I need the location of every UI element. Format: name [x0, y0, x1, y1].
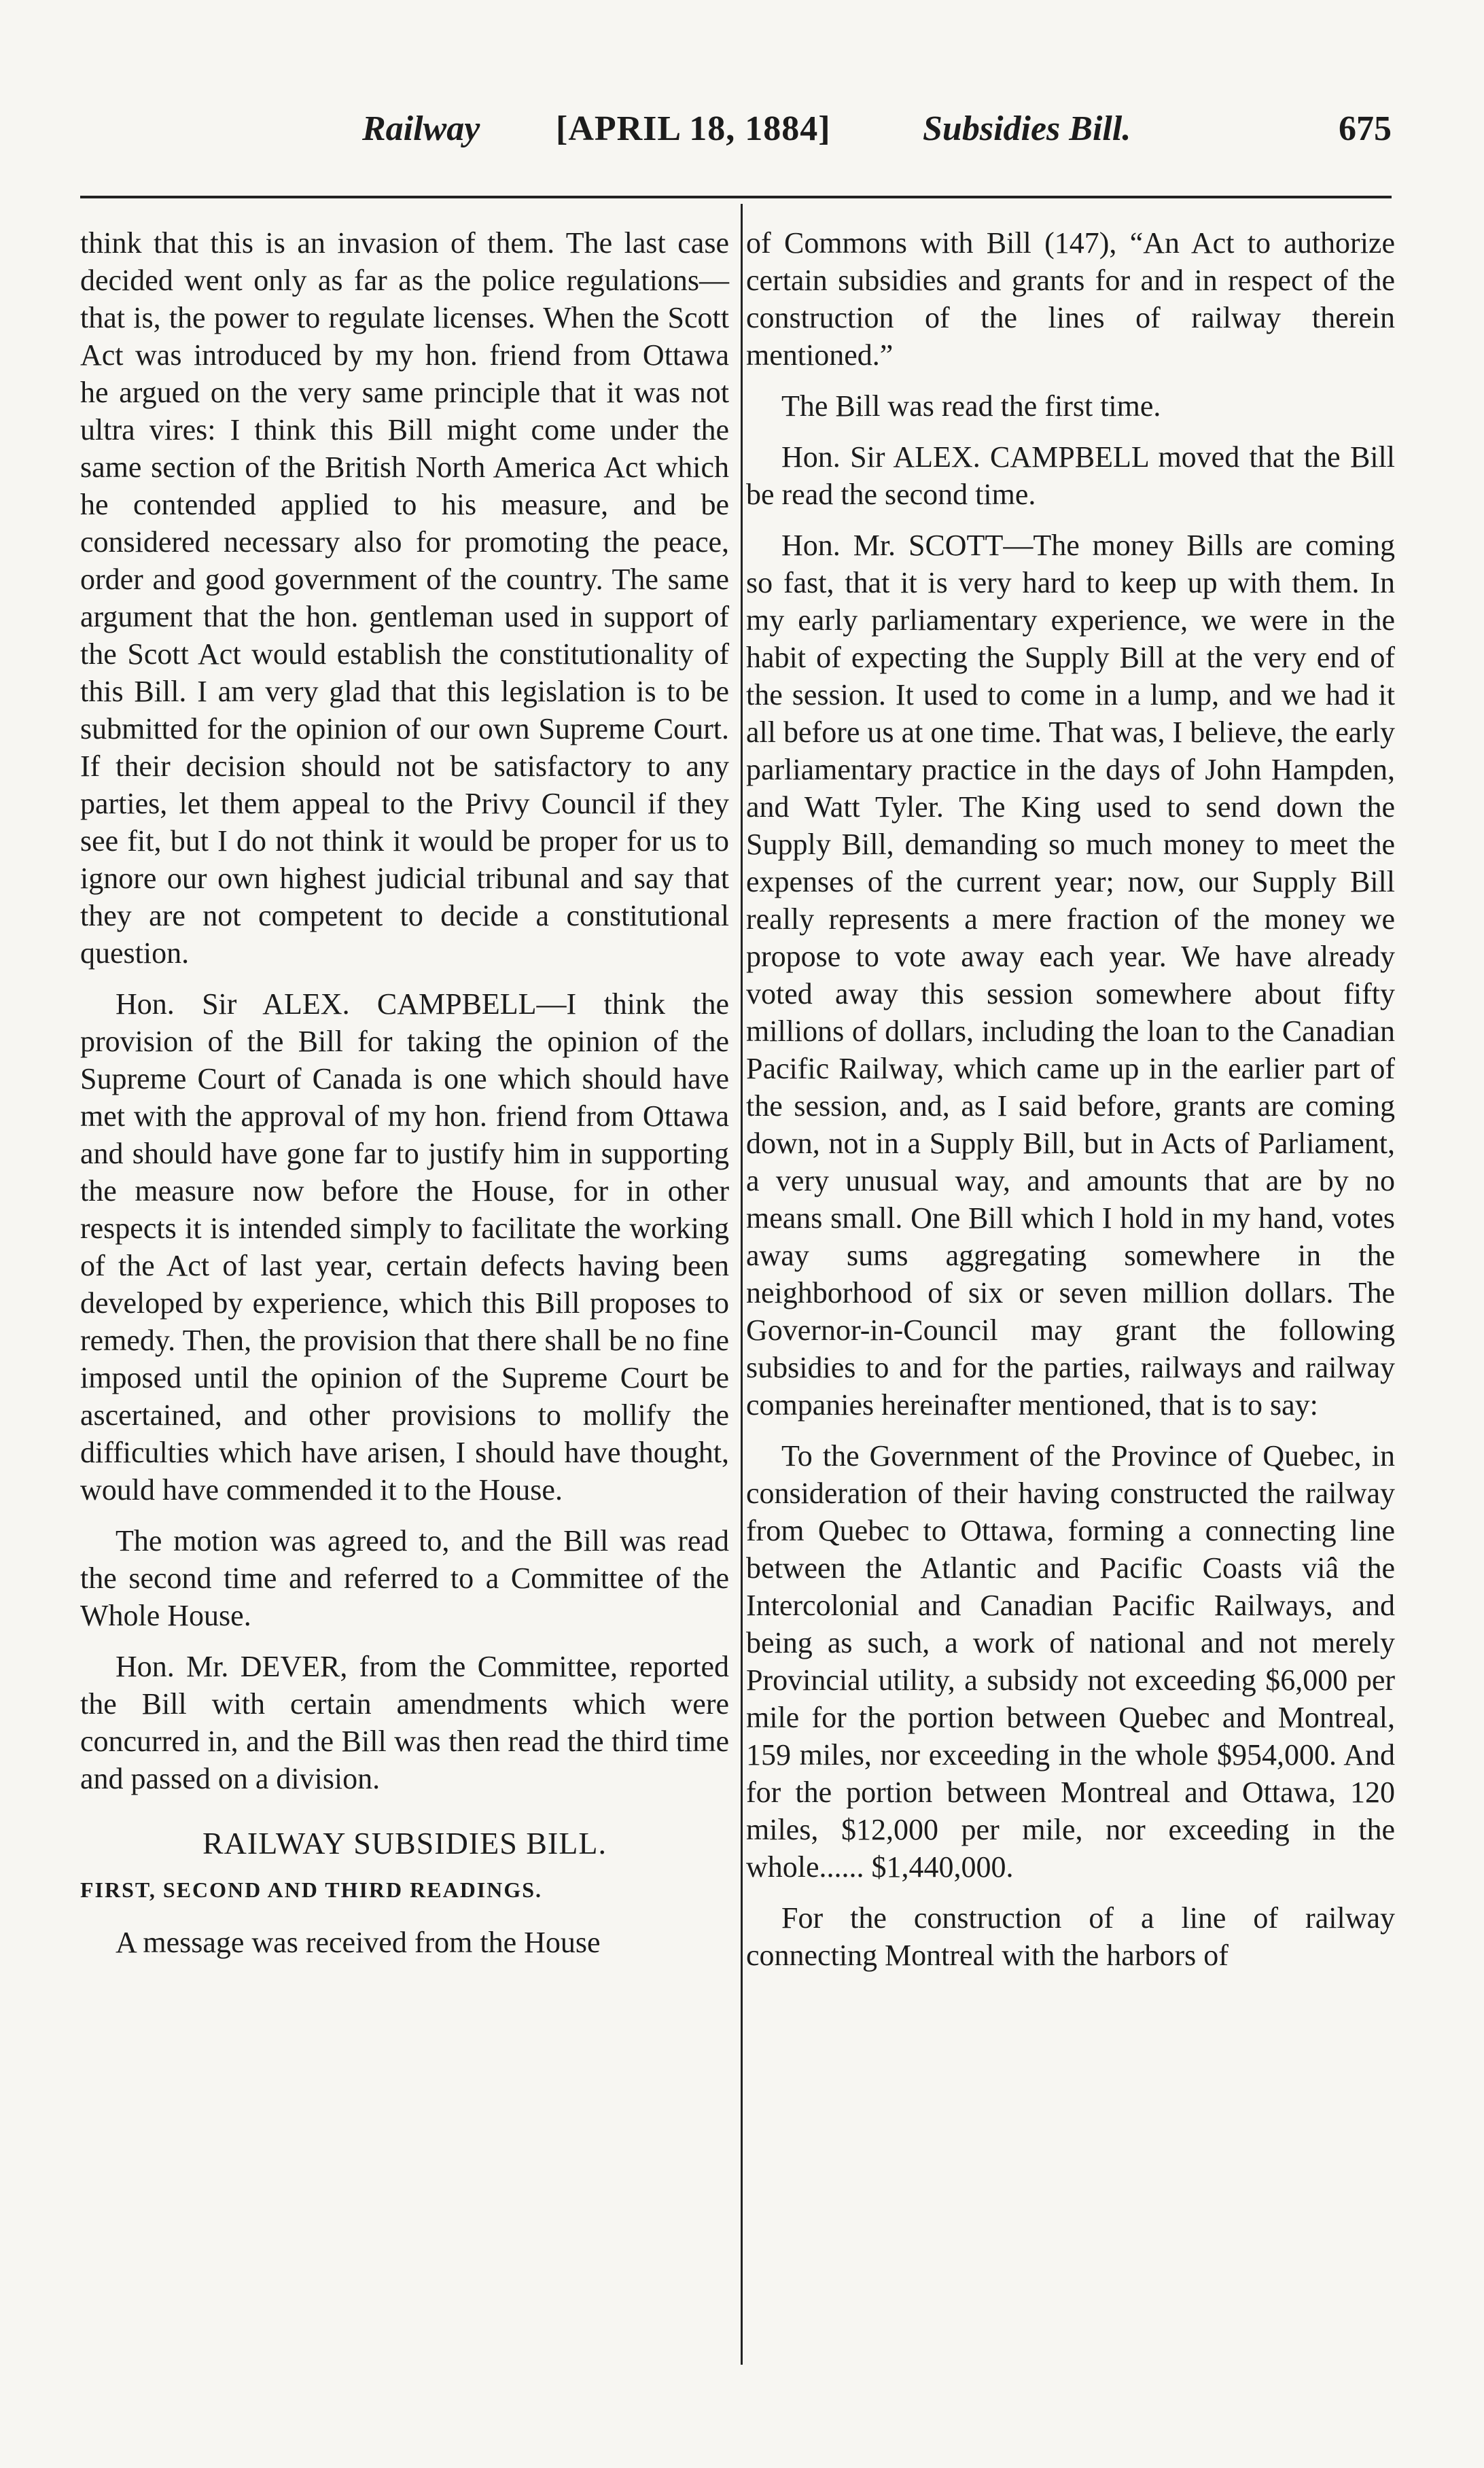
header-left: Railway: [362, 109, 480, 148]
header-date: [APRIL 18, 1884]: [556, 109, 831, 148]
paragraph: Hon. Mr. SCOTT—The money Bills are coming so fast, that it is very hard to keep up with them. In my early parliamentary experience, we were in the habit of expecting the Supply Bill at the very end of the session. It used to come in a lump, and we had it all before us at one time. That was, I believe, the early parliamentary practice in the days of John Hampden, and Watt Tyler. The King used to send down the Supply Bill, demanding so much money to meet the expenses of the current year; now, our Supply Bill really represents a mere fraction of the money we propose to vote away each year. We have already voted away this session somewhere about fifty millions of dollars, including the loan to the Canadian Pacific Railway, which came up in the earlier part of the session, and, as I said before, grants are coming down, not in a Supply Bill, but in Acts of Parliament, a very unusual way, and amounts that are by no means small. One Bill which I hold in my hand, votes away sums aggregating somewhere in the neighborhood of six or seven million dollars. The Governor-in-Council may grant the following subsidies to and for the parties, railways and railway companies hereinafter mentioned, that is to say:: [746, 529, 1395, 1422]
right-column: [746, 224, 1395, 1988]
paragraph: The motion was agreed to, and the Bill was read the second time and referred to a Committee of the Whole House.: [80, 1524, 729, 1632]
paragraph: The Bill was read the first time.: [781, 389, 1161, 423]
header-right: Subsidies Bill.: [923, 109, 1131, 148]
paragraph: Hon. Sir ALEX. CAMPBELL moved that the Bill be read the second time.: [746, 440, 1395, 511]
paragraph: A message was received from the House: [116, 1926, 601, 1959]
running-header: [80, 109, 1392, 170]
column-divider: [741, 204, 743, 2365]
page-number: 675: [1339, 109, 1392, 148]
paragraph: For the construction of a line of railway connecting Montreal with the harbors of: [746, 1901, 1395, 1972]
paragraph: To the Government of the Province of Quebec, in consideration of their having constructed the railway from Quebec to Ottawa, forming a connecting line between the Atlantic and Pacific Coasts viâ the Intercolonial and Canadian Pacific Railways, and being as such, a work of national and not merely Provincial utility, a subsidy not exceeding $6,000 per mile for the portion between Quebec and Montreal, 159 miles, nor exceeding in the whole $954,000. And for the portion between Montreal and Ottawa, 120 miles, $12,000 per mile, nor exceeding in the whole...... $1,440,000.: [746, 1439, 1395, 1884]
paragraph: of Commons with Bill (147), “An Act to authorize certain subsidies and grants for and in respect of the construction of the lines of railway therein mentioned.”: [746, 226, 1395, 372]
paragraph: Hon. Mr. DEVER, from the Committee, reported the Bill with certain amendments which were concurred in, and the Bill was then read the third time and passed on a division.: [80, 1650, 729, 1795]
left-column: [80, 224, 729, 1975]
paragraph: Hon. Sir ALEX. CAMPBELL—I think the provision of the Bill for taking the opinion of the Supreme Court of Canada is one which should have met with the approval of my hon. friend from Ottawa and should have gone far to justify him in supporting the measure now before the House, for in other respects it is intended simply to facilitate the working of the Act of last year, certain defects having been developed by experience, which this Bill proposes to remedy. Then, the provision that there shall be no fine imposed until the opinion of the Supreme Court be ascertained, and other provisions to mollify the difficulties which have arisen, I should have thought, would have commended it to the House.: [80, 987, 729, 1506]
section-subtitle: FIRST, SECOND AND THIRD READINGS.: [80, 1878, 543, 1902]
section-title: RAILWAY SUBSIDIES BILL.: [202, 1826, 607, 1861]
header-rule: [80, 196, 1392, 198]
paragraph: think that this is an invasion of them. The last case decided went only as far as the police regulations—that is, the power to regulate licenses. When the Scott Act was introduced by my hon. friend from Ottawa he argued on the very same principle that it was not ultra vires: I think this Bill might come under the same section of the British North America Act which he contended applied to his measure, and be considered necessary also for promoting the peace, order and good government of the country. The same argument that the hon. gentleman used in support of the Scott Act would establish the constitutionality of this Bill. I am very glad that this legislation is to be submitted for the opinion of our own Supreme Court. If their decision should not be satisfactory to any parties, let them appeal to the Privy Council if they see fit, but I do not think it would be proper for us to ignore our own highest judicial tribunal and say that they are not competent to decide a constitutional question.: [80, 226, 729, 970]
